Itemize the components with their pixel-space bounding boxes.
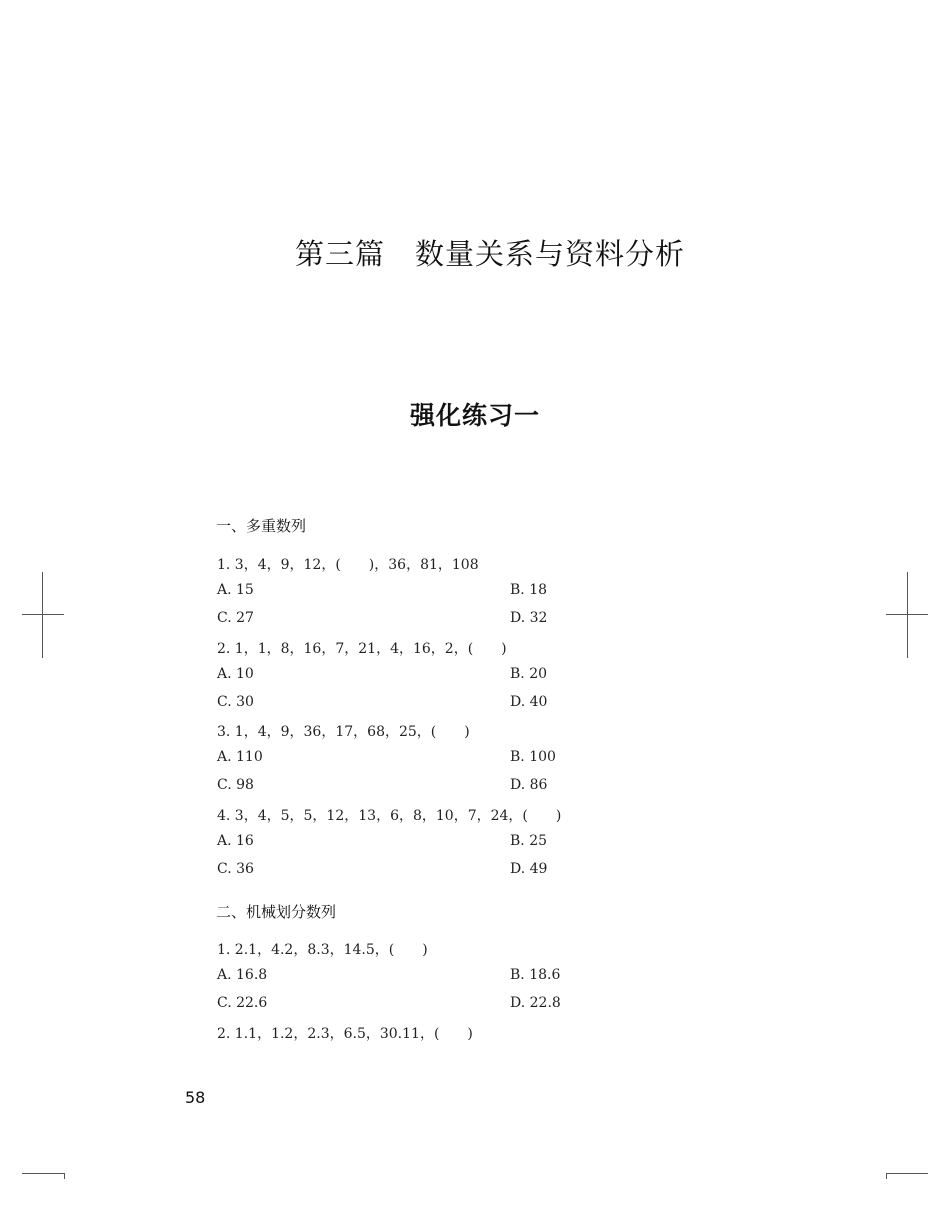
question-stem: 1. 3，4，9，12，( )，36，81，108 [217,557,479,573]
crop-mark-left-vertical [42,572,43,658]
option-d: D. 22.8 [510,995,561,1011]
question-stem: 2. 1.1，1.2，2.3，6.5，30.11，( ) [217,1026,473,1042]
option-a: A. 16 [217,833,254,849]
option-c: C. 22.6 [217,995,268,1011]
part-heading: 一、多重数列 [216,517,307,535]
option-a: A. 10 [217,666,254,682]
question-stem: 1. 2.1，4.2，8.3，14.5，( ) [217,942,428,958]
option-b: B. 100 [510,749,556,765]
section-title: 强化练习一 [409,401,540,430]
option-c: C. 27 [217,610,254,626]
option-b: B. 18.6 [510,967,561,983]
option-a: A. 16.8 [217,967,268,983]
question-stem: 3. 1，4，9，36，17，68，25，( ) [217,724,470,740]
crop-mark-right-vertical [907,572,908,658]
question-stem: 4. 3，4，5，5，12，13，6，8，10，7，24，( ) [217,808,562,824]
option-a: A. 15 [217,582,254,598]
option-d: D. 40 [510,694,548,710]
crop-mark-left-horizontal [22,614,64,615]
option-d: D. 32 [510,610,548,626]
crop-mark-bottom-left-horizontal [22,1173,64,1174]
option-c: C. 98 [217,777,254,793]
option-c: C. 36 [217,861,254,877]
crop-mark-bottom-left-vertical [64,1173,65,1179]
option-a: A. 110 [217,749,263,765]
page-number: 58 [185,1088,206,1107]
crop-mark-bottom-right-horizontal [886,1173,928,1174]
crop-mark-bottom-right-vertical [886,1173,887,1179]
part-heading: 二、机械划分数列 [216,903,337,921]
chapter-title: 第三篇 数量关系与资料分析 [294,237,685,271]
option-b: B. 20 [510,666,548,682]
question-stem: 2. 1，1，8，16，7，21，4，16，2，( ) [217,641,507,657]
option-d: D. 49 [510,861,548,877]
option-b: B. 25 [510,833,548,849]
option-b: B. 18 [510,582,548,598]
option-d: D. 86 [510,777,548,793]
option-c: C. 30 [217,694,254,710]
crop-mark-right-horizontal [886,614,928,615]
